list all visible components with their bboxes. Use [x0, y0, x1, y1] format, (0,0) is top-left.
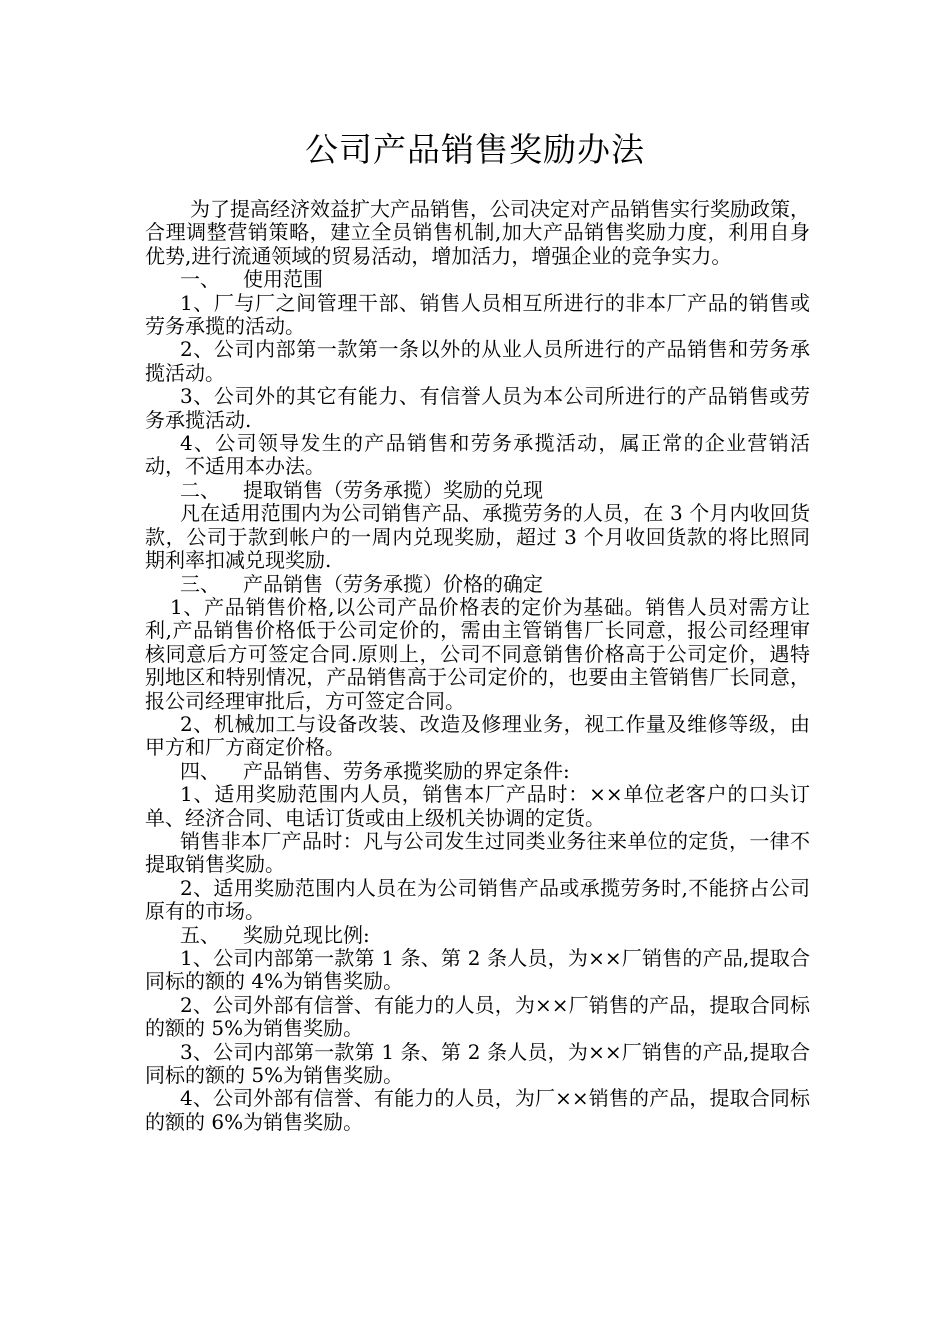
paragraph: 1、产品销售价格,以公司产品价格表的定价为基础。销售人员对需方让利,产品销售价格低于公司定价的，需由主管销售厂长同意，报公司经理审核同意后方可签定合同.原则上，公司不同意销售价格高于公司定价，遇特别地区和特别情况，产品销售高于公司定价的，也要由主管销售厂长同意，报公司经理审批后，方可签定合同。: [145, 594, 810, 713]
section-heading-text: 产品销售、劳务承揽奖励的界定条件:: [243, 758, 570, 783]
paragraph: 1、公司内部第一款第 1 条、第 2 条人员，为××厂销售的产品,提取合同标的额的 4%为销售奖励。: [145, 946, 810, 994]
section-heading: [145, 573, 810, 596]
document-title: 公司产品销售奖励办法: [305, 130, 645, 169]
section-heading: [145, 760, 810, 783]
section-heading: [145, 268, 810, 291]
intro-paragraph: 为了提高经济效益扩大产品销售，公司决定对产品销售实行奖励政策，合理调整营销策略，建立全员销售机制,加大产品销售奖励力度，利用自身优势,进行流通领域的贸易活动，增加活力，增强企业的竞争实力。: [145, 197, 810, 268]
section-heading-text: 提取销售（劳务承揽）奖励的兑现: [243, 477, 543, 502]
paragraph: 2、公司内部第一款第一条以外的从业人员所进行的产品销售和劳务承揽活动。: [145, 337, 810, 385]
section-heading: [145, 479, 810, 502]
paragraph: 凡在适用范围内为公司销售产品、承揽劳务的人员，在 3 个月内收回货款，公司于款到帐户的一周内兑现奖励，超过 3 个月收回货款的将比照同期利率扣减兑现奖励.: [145, 501, 810, 573]
paragraph: 1、厂与厂之间管理干部、销售人员相互所进行的非本厂产品的销售或劳务承揽的活动。: [145, 290, 810, 339]
paragraph: 2、机械加工与设备改装、改造及修理业务，视工作量及维修等级，由甲方和厂方商定价格。: [145, 711, 810, 760]
section-number: 四、: [180, 758, 220, 783]
section-heading-text: 使用范围: [243, 267, 323, 292]
section-number: 一、: [180, 267, 220, 292]
paragraph: 4、公司领导发生的产品销售和劳务承揽活动，属正常的企业营销活动，不适用本办法。: [145, 431, 810, 479]
section-heading: [145, 924, 810, 947]
section-number: 五、: [180, 922, 220, 947]
paragraph: 2、适用奖励范围内人员在为公司销售产品或承揽劳务时,不能挤占公司原有的市场。: [145, 875, 810, 924]
paragraph: 1、适用奖励范围内人员，销售本厂产品时：××单位老客户的口头订单、经济合同、电话订货或由上级机关协调的定货。: [145, 782, 810, 830]
paragraph: 销售非本厂产品时：凡与公司发生过同类业务往来单位的定货，一律不提取销售奖励。: [145, 828, 810, 877]
section-number: 二、: [180, 477, 220, 502]
paragraph: 4、公司外部有信誉、有能力的人员，为厂××销售的产品，提取合同标的额的 6%为销售奖励。: [145, 1086, 810, 1134]
paragraph: 3、公司外的其它有能力、有信誉人员为本公司所进行的产品销售或劳务承揽活动.: [145, 384, 810, 432]
paragraph: 3、公司内部第一款第 1 条、第 2 条人员，为××厂销售的产品,提取合同标的额的 5%为销售奖励。: [145, 1039, 810, 1088]
section-number: 三、: [180, 571, 220, 596]
document-body: [145, 198, 810, 1134]
paragraph: 2、公司外部有信誉、有能力的人员，为××厂销售的产品，提取合同标的额的 5%为销售奖励。: [145, 992, 810, 1041]
section-heading-text: 产品销售（劳务承揽）价格的确定: [243, 571, 543, 596]
section-heading-text: 奖励兑现比例:: [243, 922, 370, 947]
